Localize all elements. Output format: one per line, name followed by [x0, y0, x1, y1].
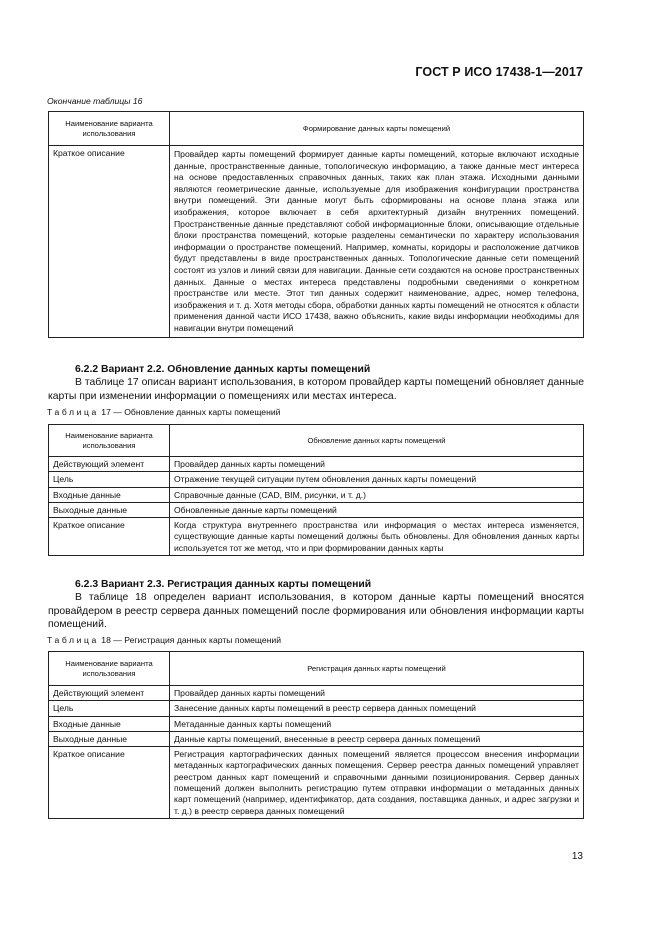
row-label: Краткое описание — [49, 518, 170, 556]
page-number: 13 — [571, 851, 583, 862]
table17-caption — [47, 407, 280, 417]
row-label: Краткое описание — [49, 747, 170, 819]
row-label: Входные данные — [49, 716, 170, 731]
row-label: Цель — [49, 701, 170, 716]
caption-text: 17 — Обновление данных карты помещений — [101, 407, 281, 417]
table-row — [49, 146, 584, 338]
table-row — [49, 701, 584, 716]
row-label: Выходные данные — [49, 502, 170, 517]
col2-header: Формирование данных карты помещений — [170, 112, 584, 146]
table-18 — [48, 651, 584, 819]
row-value: Данные карты помещений, внесенные в реестр сервера данных помещений — [170, 731, 584, 746]
section-paragraph: В таблице 18 определен вариант использования, в котором данные карты помещений вносятся провайдером в реестр сервера данных помещений после формирования или обновления информации карты помещений. — [48, 592, 584, 631]
row-value: Провайдер карты помещений формирует данные карты помещений, которые включают исходные данные, пространственные данные, топологическую информацию, а также данные мест интереса на основе предоставленных справочных данных, таких как план этажа. Исходными данными являются геометрические данные, используемые для изображения конфигурации пространства внутри помещений. Эти данные могут быть сформированы на основе плана этажа или изображения, которое включает в себя архитектурный дизайн внутренних помещений. Пространственные данные представляют собой информационные блоки, описывающие отдельные блоки пространства помещений, которые разделены семантически по характеру использования информации о пространстве помещений. Например, комнаты, коридоры и расположение датчиков будут представлены в виде пространственных данных. Топологические данные сети помещений состоят из узлов и линий связи для навигации. Данные сети создаются на основе пространственных данных. Данные о местах интереса представлены подробными сведениями о конкретном пространстве или месте. Этот тип данных содержит наименование, адрес, номер телефона, изображения и т. д. Хотя методы сбора, обработки данных карты помещений не относятся к области применения данной части ИСО 17438, важно объяснить, какие виды информации необходимы для навигации внутри помещений — [170, 146, 584, 338]
table-row — [49, 518, 584, 556]
row-value: Когда структура внутреннего пространства или информация о местах интереса изменяется, существующие данные карты помещений должны быть обновлены. Для обновления данных карты используется тот же метод, что и при формировании данных карты — [170, 518, 584, 556]
table-row — [49, 487, 584, 502]
table-row — [49, 731, 584, 746]
table-header-row — [49, 652, 584, 686]
row-value: Справочные данные (CAD, BIM, рисунки, и т. д.) — [170, 487, 584, 502]
col1-header: Наименование варианта использования — [49, 652, 170, 686]
col1-header: Наименование варианта использования — [49, 112, 170, 146]
table16-caption: Окончание таблицы 16 — [47, 96, 143, 106]
row-value: Провайдер данных карты помещений — [170, 457, 584, 472]
row-value: Обновленные данные карты помещений — [170, 502, 584, 517]
row-label: Действующий элемент — [49, 457, 170, 472]
row-label: Краткое описание — [49, 146, 170, 338]
section-6-2-3 — [48, 578, 584, 632]
table-header-row — [49, 112, 584, 146]
table-header-row — [49, 425, 584, 457]
row-label: Цель — [49, 472, 170, 487]
table-row — [49, 472, 584, 487]
row-value: Занесение данных карты помещений в реестр сервера данных помещений — [170, 701, 584, 716]
row-value: Провайдер данных карты помещений — [170, 686, 584, 701]
table18-caption — [47, 635, 281, 645]
section-paragraph: В таблице 17 описан вариант использования, в котором провайдер карты помещений обновляет данные карты при изменении информации о помещениях или местах интереса. — [48, 377, 584, 402]
row-value: Регистрация картографических данных помещений является процессом внесения информации метаданных картографических данных помещения. Сервер реестра данных помещений управляет реестром данных карт помещений и справочными данными позиционирования. Сервер данных помещений должен выполнить регистрацию путем отправки информации о метаданных данных карт помещений (например, идентификатор, дата создания, поставщика данных, и адрес загрузки и т. д.) в реестр сервера данных помещений — [170, 747, 584, 819]
table-row — [49, 457, 584, 472]
table-row — [49, 686, 584, 701]
table-row — [49, 716, 584, 731]
caption-word: Таблица — [47, 635, 99, 645]
row-label: Входные данные — [49, 487, 170, 502]
table-17 — [48, 424, 584, 556]
col2-header: Обновление данных карты помещений — [170, 425, 584, 457]
table-16 — [48, 111, 584, 338]
section-heading: 6.2.3 Вариант 2.3. Регистрация данных карты помещений — [75, 579, 372, 590]
col2-header: Регистрация данных карты помещений — [170, 652, 584, 686]
document-id: ГОСТ Р ИСО 17438-1—2017 — [415, 65, 583, 79]
row-value: Отражение текущей ситуации путем обновления данных карты помещений — [170, 472, 584, 487]
row-label: Выходные данные — [49, 731, 170, 746]
table-row — [49, 747, 584, 819]
col1-header: Наименование варианта использования — [49, 425, 170, 457]
row-value: Метаданные данных карты помещений — [170, 716, 584, 731]
caption-word: Таблица — [47, 407, 99, 417]
section-heading: 6.2.2 Вариант 2.2. Обновление данных карты помещений — [75, 364, 371, 375]
table-row — [49, 502, 584, 517]
section-6-2-2 — [48, 363, 584, 403]
caption-text: 18 — Регистрация данных карты помещений — [101, 635, 282, 645]
row-label: Действующий элемент — [49, 686, 170, 701]
